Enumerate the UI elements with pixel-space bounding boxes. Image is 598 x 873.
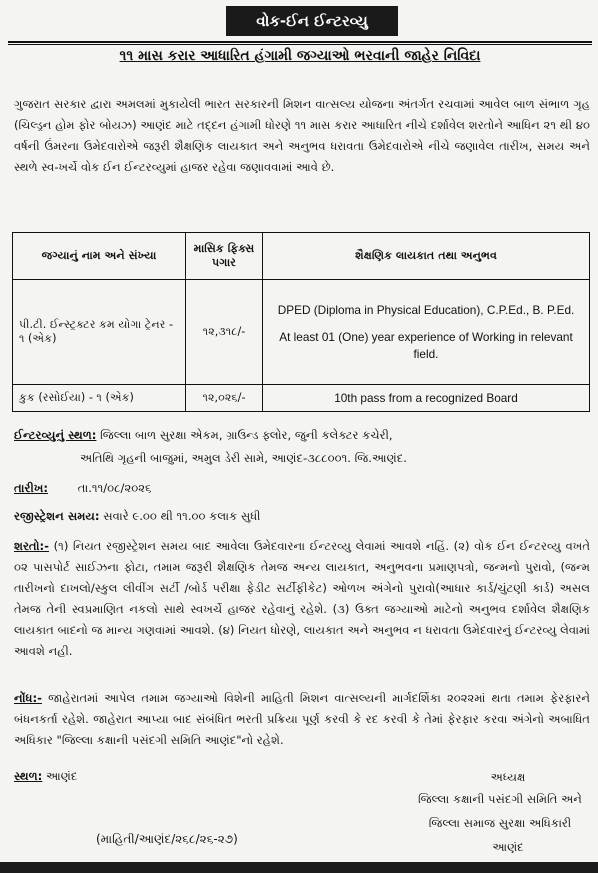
- conditions-paragraph: [14, 536, 590, 666]
- walk-in-interview-banner: વોક-ઈન ઈન્ટરવ્યુ: [226, 6, 398, 36]
- registration-line: [14, 506, 590, 526]
- post-name: કુક (રસોઈયા) - ૧ (એક): [13, 385, 186, 412]
- posts-table: [12, 232, 590, 412]
- post-salary: ૧૨,૩૧૮/-: [186, 280, 263, 385]
- registration-label: રજીસ્ટ્રેશન સમય:: [14, 509, 100, 523]
- signatory-line-2: જિલ્લા સમાજ સુરક્ષા અધિકારી: [428, 816, 572, 830]
- place-value: આણંદ: [46, 769, 78, 783]
- top-divider-thin: [8, 44, 592, 45]
- conditions-label: શરતો:-: [14, 539, 49, 553]
- post-qualification: DPED (Diploma in Physical Education), C.P.Ed., B. P.Ed.: [277, 302, 575, 317]
- intro-paragraph: ગુજરાત સરકાર દ્વારા અમલમાં મુકાયેલી ભારત સરકારની મિશન વાત્સલ્ય યોજના અંતર્ગત રચવામાં આવેલ બાળ સંભાળ ગૃહ (ચિલ્ડ્રન હોમ ફોર બોયઝ) આણંદ માટે તદ્દન હંગામી ધોરણે ૧૧ માસ કરાર આધારિત નીચે દર્શાવેલ શરતોને આધિન ૨૧ થી ૪૦ વર્ષની ઉંમરના ઉમેદવારોએ જરૂરી શૈક્ષણિક લાયકાત અને અનુભવ ધરાવતા ઉમેદવારોએ નીચે જણાવેલ તારીખ, સમય અને સ્થળે સ્વ-ખર્ચે વોક ઈન ઈન્ટરવ્યુમાં હાજર રહેવા જણાવવામાં આવે છે.: [14, 97, 590, 174]
- reference-number: (માહિતી/આણંદ/૨૬૮/૨૬-૨૭): [96, 832, 238, 846]
- venue-label: ઈન્ટરવ્યુનું સ્થળ:: [14, 428, 97, 442]
- venue-line-1: [14, 425, 590, 445]
- note-text: જાહેરાતમાં આપેલ તમામ જગ્યાઓ વિશેની માહિતી મિશન વાત્સલ્યની માર્ગદર્શિકા ૨૦૨૨માં થતા તમામ ફેરફારને બંધનકર્તા રહેશે. જાહેરાત આપ્યા બાદ સંબંધિત ભરતી પ્રક્રિયા પૂર્ણ કરવી કે રદ કરવી કે તેમાં ફેરફાર કરવા અંગેનો અબાધિત અધિકાર "જિલ્લા કક્ષાની પસંદગી સમિતિ આણંદ"નો રહેશે.: [14, 691, 590, 747]
- advertisement-page: [8, 6, 592, 864]
- post-qualification: 10th pass from a recognized Board: [263, 385, 590, 412]
- column-header-qualification: શૈક્ષણિક લાયકાત તથા અનુભવ: [263, 233, 590, 280]
- table-row: [13, 385, 590, 412]
- post-qualification-cell: [263, 280, 590, 385]
- table-row: [13, 280, 590, 385]
- registration-value: સવારે ૯.૦૦ થી ૧૧.૦૦ કલાક સુધી: [103, 509, 261, 523]
- note-paragraph: [14, 688, 590, 768]
- post-salary: ૧૨,૦૨૬/-: [186, 385, 263, 412]
- top-divider: [8, 41, 592, 43]
- venue-address-2: અતિથિ ગૃહની બાજુમાં, અમુલ ડેરી સામે, આણંદ-૩૮૮૦૦૧. જિ.આણંદ.: [80, 451, 407, 465]
- post-experience: At least 01 (One) year experience of Working in relevant field.: [279, 329, 573, 361]
- table-header-row: [13, 233, 590, 280]
- date-value: તા.૧૧/૦૮/૨૦૨૬: [77, 481, 152, 495]
- notice-subtitle: ૧૧ માસ કરાર આધારિત હંગામી જગ્યાઓ ભરવાની જાહેર નિવિદા: [119, 48, 481, 64]
- date-label: તારીખ:: [14, 481, 49, 495]
- conditions-text: (૧) નિયત રજીસ્ટ્રેશન સમય બાદ આવેલા ઉમેદવારના ઈન્ટરવ્યુ લેવામાં આવશે નહિં. (૨) વોક ઈન ઈન્ટરવ્યુ વખતે ૦૨ પાસપોર્ટ સાઈઝના ફોટા, તમામ જરૂરી શૈક્ષણિક તેમજ અન્ય લાયકાત, અનુભવના પ્રમાણપત્રો, જન્મનો પુરાવો, (જન્મ તારીખનો દાખલો/સ્કુલ લીવીંગ સર્ટી /બોર્ડ પરીક્ષા ફેડીટ સર્ટીફીકેટ) ઓળખ અંગેનો પુરાવો(આધાર કાર્ડ/ચુંટણી કાર્ડ) અસલ તેમજ તેની સ્વપ્રમાણિત નકલો સાથે સ્વખર્ચે હાજર રહેવાનું રહેશે. (૩) ઉક્ત જગ્યાઓ માટેનો અનુભવ દર્શાવેલ શૈક્ષણિક લાયકાત બાદનો જ માન્ય ગણવામાં આવશે. (૪) નિયત ધોરણે, લાયકાત અને અનુભવ ન ધરાવતા ઉમેદવારનું ઈન્ટરવ્યુ લેવામાં આવશે નહી.: [14, 539, 591, 658]
- signatory-line-1: જિલ્લા કક્ષાની પસંદગી સમિતિ અને: [418, 792, 582, 806]
- date-line: [14, 478, 590, 498]
- column-header-salary: માસિક ફિક્સ પગાર: [186, 233, 263, 280]
- bottom-edge-strip: [0, 862, 598, 873]
- signatory-line-3: આણંદ: [492, 840, 524, 854]
- venue-address-1: જિલ્લા બાળ સુરક્ષા એકમ, ગ્રાઉન્ડ ફ્લોર, જુની કલેક્ટર કચેરી,: [100, 428, 393, 442]
- column-header-post: જગ્યાનું નામ અને સંખ્યા: [13, 233, 186, 280]
- note-label: નોંધ:-: [14, 691, 42, 705]
- post-name: પી.ટી. ઈન્સ્ટ્રક્ટર કમ યોગા ટ્રેનર - ૧ (એક): [13, 280, 186, 385]
- place-label: સ્થળ:: [14, 769, 43, 783]
- signatory-title: અધ્યક્ષ: [490, 770, 526, 784]
